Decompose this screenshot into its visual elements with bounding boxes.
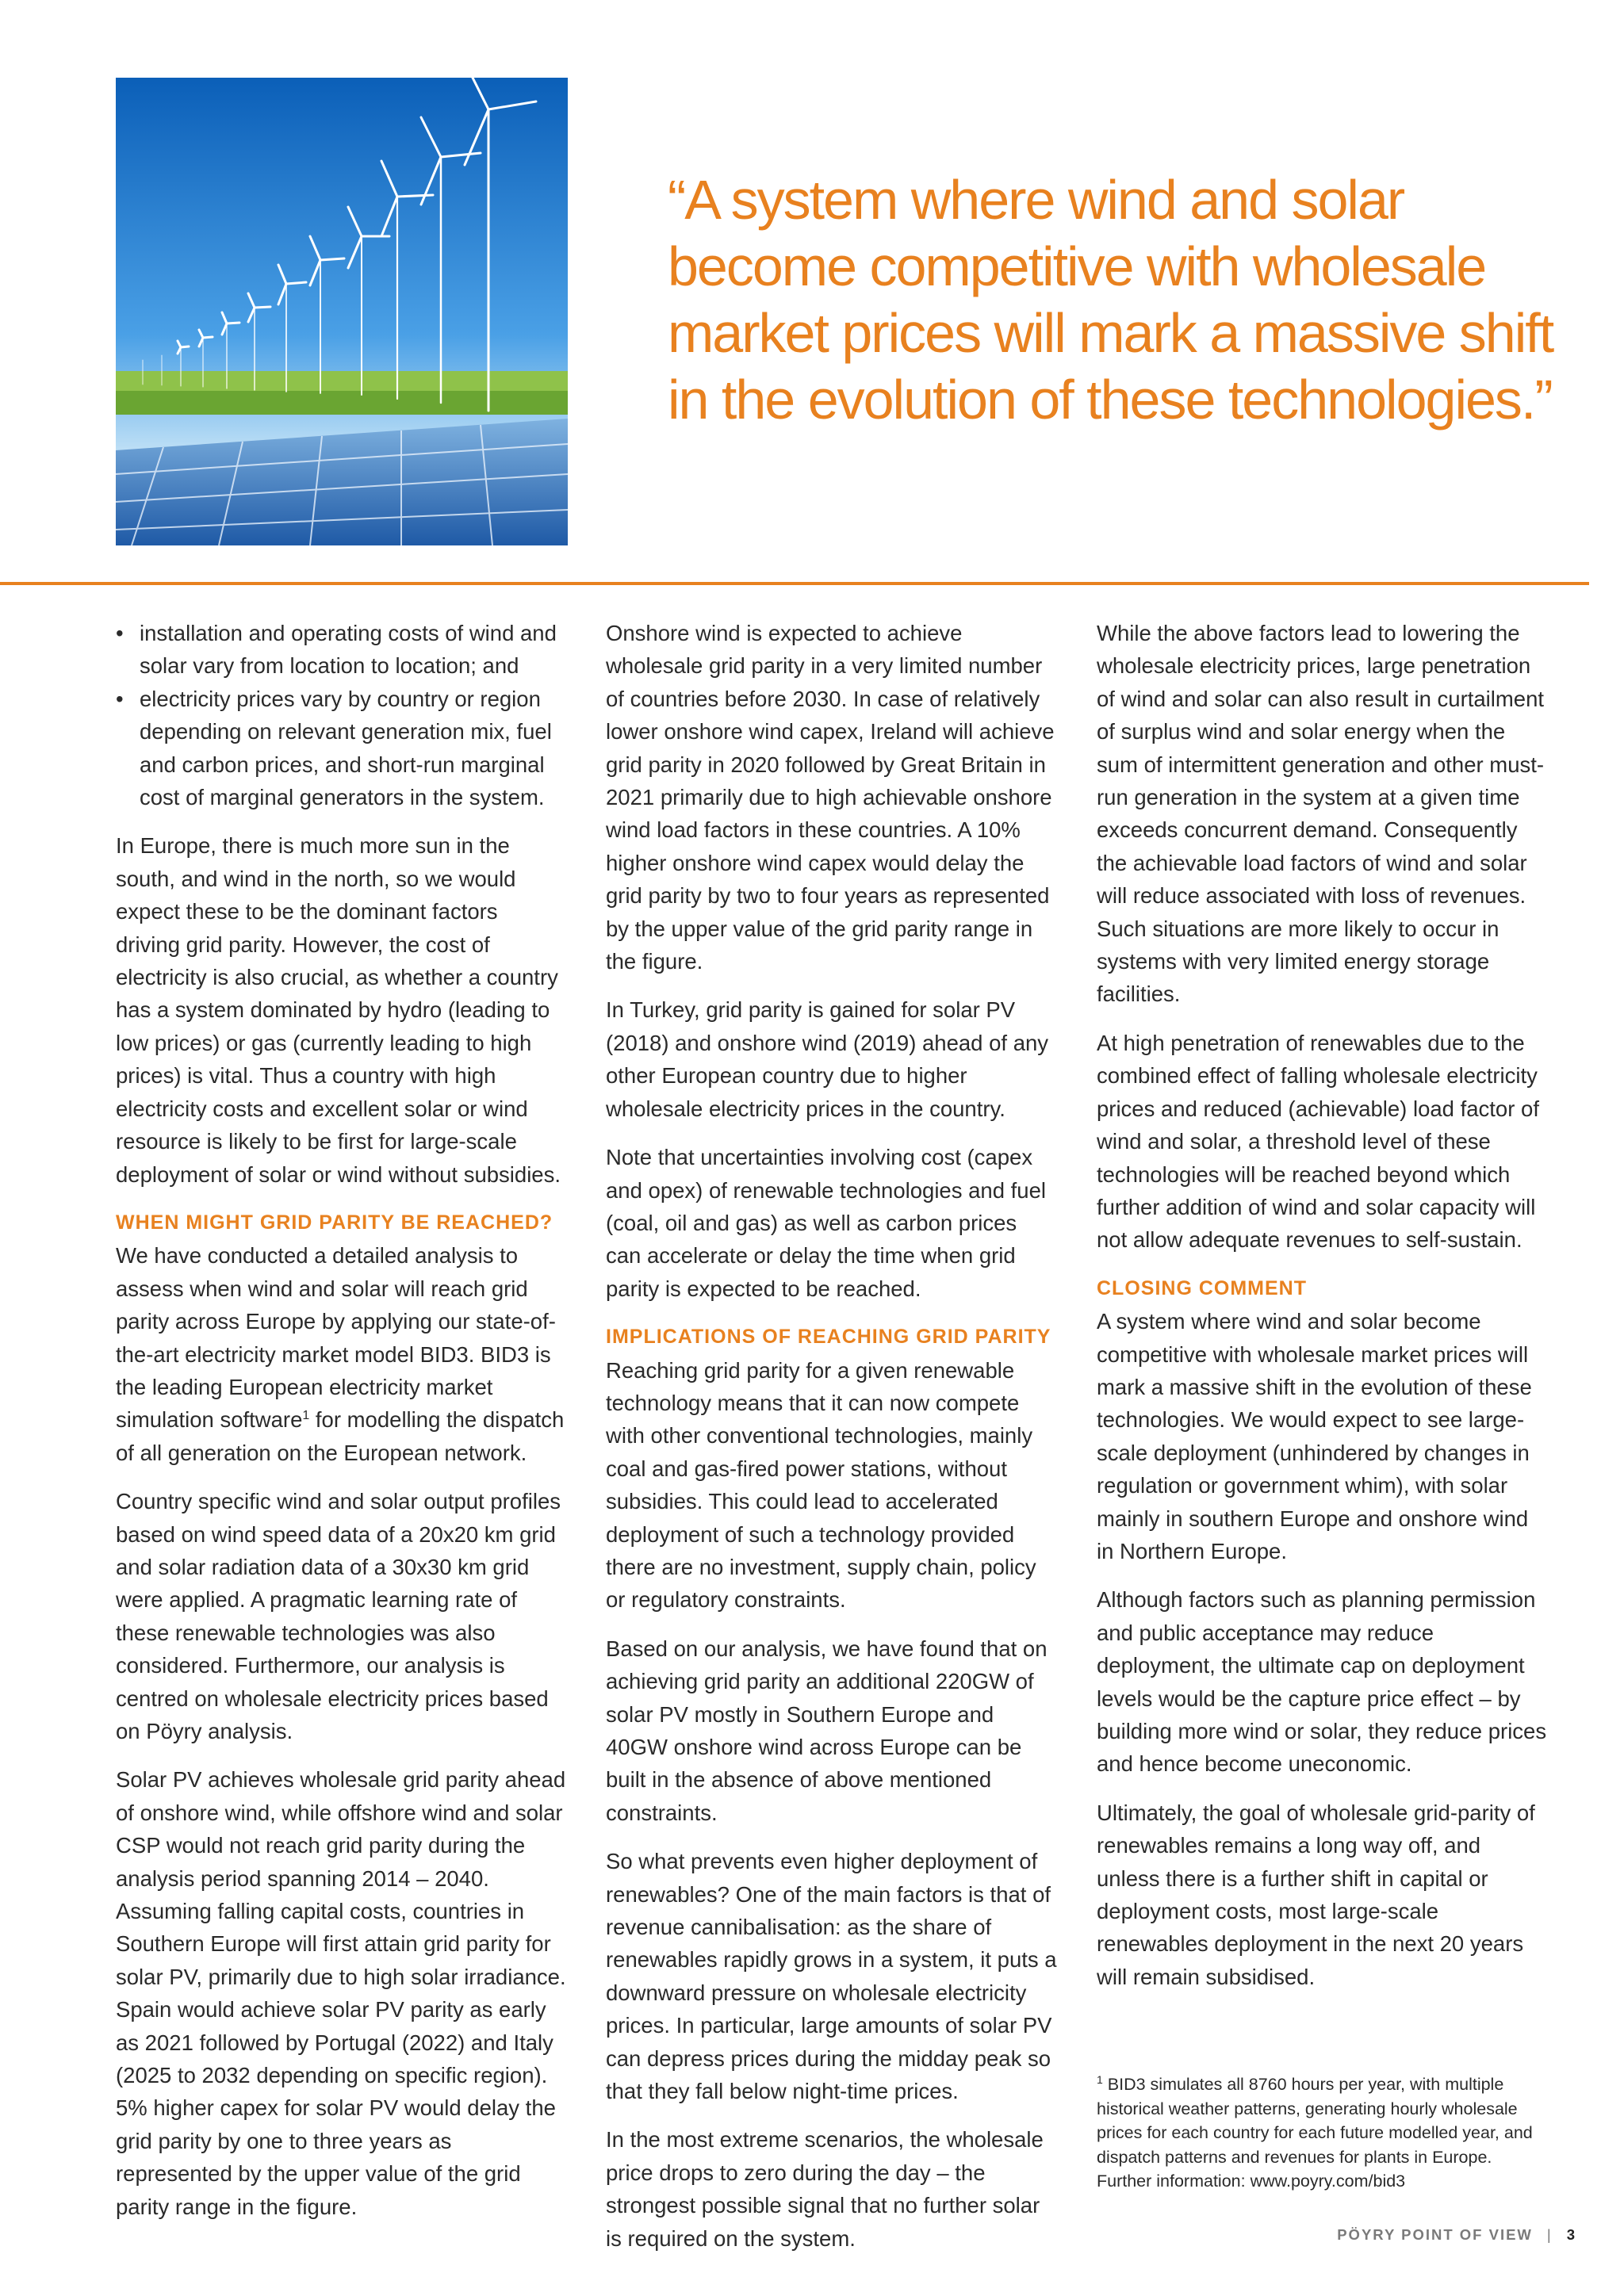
bullet-icon: •: [116, 686, 124, 711]
paragraph: We have conducted a detailed analysis to assess when wind and solar will reach grid parity across Europe by applying our state-of-the-art electricity market model BID3. BID3 is the leading European electricity market simulation software$^1$ for modelling the dispatch of all generation on the European network.: [116, 1243, 565, 1465]
page-footer: [1337, 2226, 1576, 2244]
paragraph: While the above factors lead to lowering the wholesale electricity prices, large penetration of wind and solar can also result in curtailment of surplus wind and solar energy when the sum of intermittent generation and other must-run generation in the system at a given time exceeds concurrent demand. Consequently the achievable load factors of wind and solar will reduce associated with loss of revenues. Such situations are more likely to occur in systems with very limited energy storage facilities.: [1097, 621, 1545, 1007]
footnote-number: 1: [1097, 2072, 1103, 2086]
paragraph: Reaching grid parity for a given renewable technology means that it can now compete with other conventional technologies, mainly coal and gas-fired power stations, without subsidies. This could lead to accelerated deployment of such a technology provided there are no investment, supply chain, policy or regulatory constraints.: [606, 1357, 1036, 1613]
paragraph: Based on our analysis, we have found that on achieving grid parity an additional 220GW of solar PV mostly in Southern Europe and 40GW onshore wind across Europe can be built in the absence of above mentioned constraints.: [606, 1636, 1048, 1825]
section-heading-grid-parity: WHEN MIGHT GRID PARITY BE REACHED?: [116, 1211, 553, 1234]
footer-label: PÖYRY POINT OF VIEW: [1337, 2226, 1533, 2243]
paragraph: A system where wind and solar become competitive with wholesale market prices will mark a massive shift in the evolution of these technologies. We would expect to see large-scale deployment (unhindered by changes in regulation or government whim), with solar mainly in southern Europe and onshore wind in Northern Europe.: [1097, 1309, 1532, 1563]
hero-image: [116, 78, 568, 545]
paragraph: Onshore wind is expected to achieve wholesale grid parity in a very limited number of countries before 2030. In case of relatively lower onshore wind capex, Ireland will achieve grid parity in 2020 followed by Great Britain in 2021 primarily due to high achievable onshore wind load factors in these countries. A 10% higher onshore wind capex would delay the grid parity by two to four years as represented by the upper value of the grid parity range in the figure.: [606, 621, 1055, 974]
orange-divider: [0, 582, 1589, 585]
footnote-marker: 1: [302, 1409, 310, 1423]
wind-turbines-solar-photo: [116, 78, 568, 545]
bullet-icon: •: [116, 621, 124, 645]
section-heading-implications: IMPLICATIONS OF REACHING GRID PARITY: [606, 1326, 1051, 1349]
paragraph: In Europe, there is much more sun in the south, and wind in the north, so we would expect these to be the dominant factors driving grid parity. However, the cost of electricity is also crucial, as whether a country has a system dominated by hydro (leading to low prices) or gas (currently leading to high prices) is vital. Thus a country with high electricity costs and excellent solar or wind resource is likely to be first for large-scale deployment of solar or wind without subsidies.: [116, 833, 561, 1187]
pull-quote: “A system where wind and solar become competitive with wholesale market prices will mark a massive shift in the evolution of these technologies.”: [668, 169, 1553, 430]
footnote: $^1$ BID3 simulates all 8760 hours per year, with multiple historical weather patterns, generating hourly wholesale prices for each country for each future modelled year, and dispatch patterns and revenues for plants in Europe. Further information: www.poyry.com/bid3: [1097, 2072, 1533, 2191]
paragraph: In Turkey, grid parity is gained for solar PV (2018) and onshore wind (2019) ahead of any other European country due to higher wholesale electricity prices in the country.: [606, 997, 1049, 1121]
bullet-item: • electricity prices vary by country or region depending on relevant generation mix, fuel and carbon prices, and short-run marginal cost of marginal generators in the system.: [116, 683, 568, 814]
paragraph: At high penetration of renewables due to the combined effect of falling wholesale electricity prices and reduced (achievable) load factor of wind and solar, a threshold level of these technologies will be reached beyond which further addition of wind and solar capacity will not allow adequate revenues to self-sustain.: [1097, 1030, 1539, 1253]
column-3: [1097, 617, 1549, 2009]
footer-separator: |: [1546, 2226, 1553, 2243]
paragraph: Country specific wind and solar output profiles based on wind speed data of a 20x20 km grid and solar radiation data of a 30x30 km grid were applied. A pragmatic learning rate of these renewable technologies was also considered. Furthermore, our analysis is centred on wholesale electricity prices based on Pöyry analysis.: [116, 1489, 561, 1743]
paragraph: Ultimately, the goal of wholesale grid-parity of renewables remains a long way off, and unless there is a further shift in capital or deployment costs, most large-scale renewables deployment in the next 20 years will remain subsidised.: [1097, 1800, 1535, 1989]
paragraph: In the most extreme scenarios, the wholesale price drops to zero during the day – the strongest possible signal that no further solar is required on the system.: [606, 2127, 1044, 2251]
paragraph: So what prevents even higher deployment of renewables? One of the main factors is that of revenue cannibalisation: as the share of renewables rapidly grows in a system, it puts a downward pressure on wholesale electricity prices. In particular, large amounts of solar PV can depress prices during the midday peak so that they fall below night-time prices.: [606, 1849, 1057, 2104]
column-2: [606, 617, 1058, 2271]
paragraph: Solar PV achieves wholesale grid parity ahead of onshore wind, while offshore wind and solar CSP would not reach grid parity during the analysis period spanning 2014 – 2040. Assuming falling capital costs, countries in Southern Europe will first attain grid parity for solar PV, primarily due to high solar irradiance. Spain would achieve solar PV parity as early as 2021 followed by Portugal (2022) and Italy (2025 to 2032 depending on specific region). 5% higher capex for solar PV would delay the grid parity by one to three years as represented by the upper value of the grid parity range in the figure.: [116, 1767, 566, 2219]
section-heading-closing: CLOSING COMMENT: [1097, 1276, 1307, 1299]
paragraph: Note that uncertainties involving cost (capex and opex) of renewable technologies and fuel (coal, oil and gas) as well as carbon prices can accelerate or delay the time when grid parity is expected to be reached.: [606, 1145, 1046, 1301]
paragraph: Although factors such as planning permission and public acceptance may reduce deployment, the ultimate cap on deployment levels would be the capture price effect – by building more wind or solar, they reduce prices and hence become uneconomic.: [1097, 1587, 1547, 1777]
bullet-item: • installation and operating costs of wind and solar vary from location to location; and: [116, 617, 568, 683]
bullet-list: [116, 617, 568, 813]
page-number: 3: [1566, 2226, 1576, 2243]
column-1: [116, 617, 568, 2239]
